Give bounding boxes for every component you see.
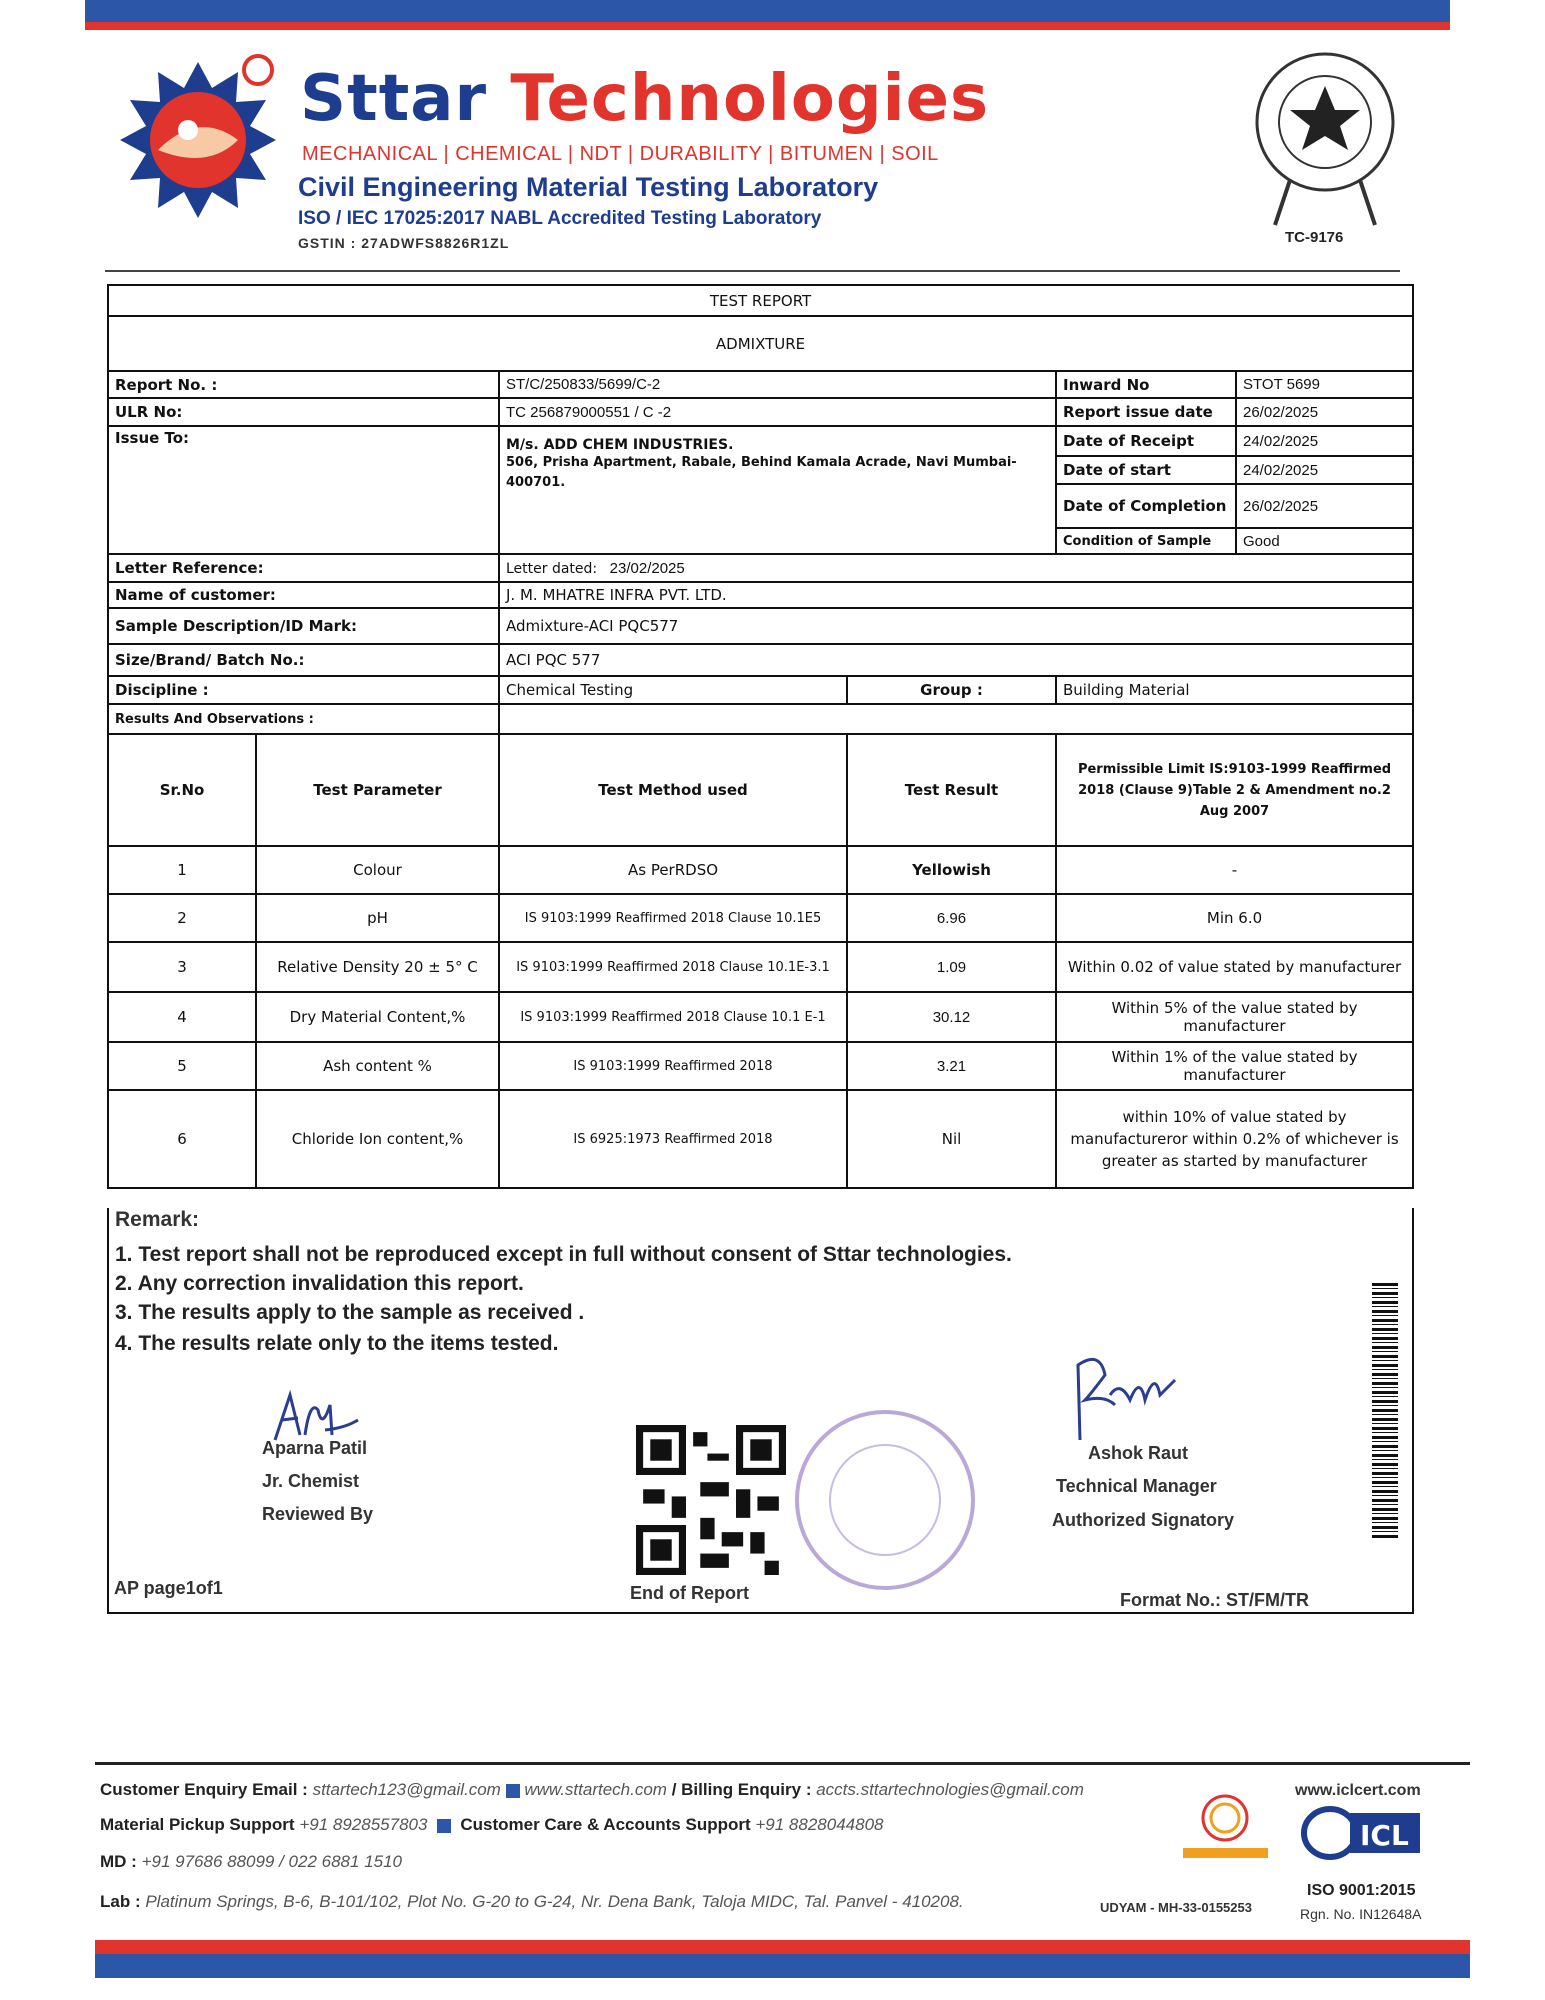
issue-to-block — [499, 426, 1056, 554]
row-result: Yellowish — [847, 846, 1056, 894]
manager-signature-icon — [1060, 1345, 1180, 1445]
ulr-value: TC 256879000551 / C -2 — [499, 398, 1056, 426]
reviewer-role: Jr. Chemist — [262, 1471, 360, 1491]
footer-stripe-red — [95, 1940, 1470, 1954]
footer-line-2 — [100, 1815, 883, 1835]
issue-date-value: 26/02/2025 — [1236, 398, 1413, 426]
footer-line-3 — [100, 1852, 402, 1872]
issue-to-address: 506, Prisha Apartment, Rabale, Behind Kamala Acrade, Navi Mumbai-400701. — [506, 455, 1017, 490]
care-label: Customer Care & Accounts Support — [460, 1815, 751, 1834]
manager-role: Technical Manager — [1056, 1476, 1217, 1496]
header-divider — [105, 270, 1400, 272]
report-subtitle: ADMIXTURE — [108, 316, 1413, 371]
iso-cert: ISO 9001:2015 — [1307, 1882, 1416, 1899]
row-sr: 1 — [108, 846, 256, 894]
lab-label: Lab : — [100, 1892, 141, 1911]
accreditation-text: ISO / IEC 17025:2017 NABL Accredited Testing Laboratory — [298, 208, 822, 229]
table-row — [108, 1090, 1413, 1188]
customer-value: J. M. MHATRE INFRA PVT. LTD. — [499, 582, 1413, 608]
row-param: Dry Material Content,% — [256, 992, 499, 1042]
svg-text:ICL: ICL — [1360, 1819, 1409, 1852]
row-param: Relative Density 20 ± 5° C — [256, 942, 499, 992]
care-phone[interactable]: +91 8828044808 — [755, 1815, 884, 1834]
letter-dated — [499, 554, 1413, 582]
company-name-part2: Technologies — [510, 62, 990, 136]
phone-icon — [437, 1819, 451, 1833]
row-method: IS 9103:1999 Reaffirmed 2018 Clause 10.1 E-1 — [499, 992, 847, 1042]
reviewer-name: Aparna Patil — [262, 1438, 368, 1458]
group-label: Group : — [847, 676, 1056, 704]
size-label: Size/Brand/ Batch No.: — [108, 644, 499, 676]
sample-label: Sample Description/ID Mark: — [108, 608, 499, 644]
condition-value: Good — [1236, 528, 1413, 554]
row-limit: Within 0.02 of value stated by manufacturer — [1056, 942, 1413, 992]
group-value: Building Material — [1056, 676, 1413, 704]
receipt-value: 24/02/2025 — [1236, 426, 1413, 456]
billing-email[interactable]: accts.sttartechnologies@gmail.com — [816, 1780, 1084, 1799]
enquiry-label: Customer Enquiry Email : — [100, 1780, 308, 1799]
remark-title: Remark: — [115, 1208, 200, 1231]
row-method: As PerRDSO — [499, 846, 847, 894]
discipline-value: Chemical Testing — [499, 676, 847, 704]
gstin-text: GSTIN : 27ADWFS8826R1ZL — [298, 235, 510, 251]
size-value: ACI PQC 577 — [499, 644, 1413, 676]
row-sr: 3 — [108, 942, 256, 992]
inward-value: STOT 5699 — [1236, 371, 1413, 398]
col-limit: Permissible Limit IS:9103-1999 Reaffirmed 2018 (Clause 9)Table 2 & Amendment no.2 Aug 2007 — [1056, 734, 1413, 846]
company-name-part1: Sttar — [300, 62, 488, 136]
lab-address: Platinum Springs, B-6, B-101/102, Plot No. G-20 to G-24, Nr. Dena Bank, Taloja MIDC, Tal. Panvel - 410208. — [145, 1892, 964, 1911]
results-label-spacer — [499, 704, 1413, 734]
report-no-value: ST/C/250833/5699/C-2 — [499, 371, 1056, 398]
row-sr: 4 — [108, 992, 256, 1042]
row-limit: Within 5% of the value stated by manufacturer — [1056, 992, 1413, 1042]
icl-logo-icon — [1300, 1805, 1430, 1865]
footer-line-1 — [100, 1780, 1084, 1800]
barcode-icon — [1372, 1283, 1398, 1538]
row-result: 1.09 — [847, 942, 1056, 992]
customer-label: Name of customer: — [108, 582, 499, 608]
completion-label: Date of Completion — [1056, 484, 1236, 528]
nabl-seal-icon — [1250, 50, 1400, 230]
start-value: 24/02/2025 — [1236, 456, 1413, 484]
company-stamp-icon — [790, 1405, 980, 1595]
company-name — [300, 62, 989, 136]
letter-dated-value: 23/02/2025 — [609, 559, 685, 577]
manager-name: Ashok Raut — [1088, 1443, 1189, 1463]
report-no-label: Report No. : — [108, 371, 499, 398]
row-limit: Min 6.0 — [1056, 894, 1413, 942]
start-label: Date of start — [1056, 456, 1236, 484]
remark-item: 2. Any correction invalidation this report. — [115, 1272, 524, 1295]
report-title: TEST REPORT — [108, 285, 1413, 316]
web-icon — [506, 1784, 520, 1798]
nabl-certificate-number: TC-9176 — [1285, 229, 1344, 246]
row-limit: Within 1% of the value stated by manufacturer — [1056, 1042, 1413, 1090]
pickup-phone[interactable]: +91 8928557803 — [299, 1815, 428, 1834]
footer-stripe-blue — [95, 1954, 1470, 1978]
footer-divider — [95, 1762, 1470, 1765]
company-disciplines: MECHANICAL | CHEMICAL | NDT | DURABILITY | BITUMEN | SOIL — [302, 143, 939, 165]
discipline-label: Discipline : — [108, 676, 499, 704]
pickup-label: Material Pickup Support — [100, 1815, 295, 1834]
col-method: Test Method used — [499, 734, 847, 846]
company-logo-icon — [108, 40, 288, 220]
row-method: IS 9103:1999 Reaffirmed 2018 — [499, 1042, 847, 1090]
page-number: AP page1of1 — [114, 1578, 223, 1598]
issue-date-label: Report issue date — [1056, 398, 1236, 426]
rgn-number: Rgn. No. IN12648A — [1300, 1906, 1422, 1922]
row-result: 3.21 — [847, 1042, 1056, 1090]
icl-website[interactable]: www.iclcert.com — [1295, 1782, 1421, 1799]
format-number: Format No.: ST/FM/TR — [1120, 1590, 1309, 1610]
col-result: Test Result — [847, 734, 1056, 846]
manager-note: Authorized Signatory — [1052, 1510, 1235, 1530]
ulr-label: ULR No: — [108, 398, 499, 426]
sample-value: Admixture-ACI PQC577 — [499, 608, 1413, 644]
qr-code-icon — [636, 1425, 786, 1575]
row-sr: 2 — [108, 894, 256, 942]
receipt-label: Date of Receipt — [1056, 426, 1236, 456]
website-link[interactable]: www.sttartech.com — [524, 1780, 667, 1799]
row-result: 30.12 — [847, 992, 1056, 1042]
table-row — [108, 992, 1413, 1042]
table-row — [108, 894, 1413, 942]
remark-item: 3. The results apply to the sample as received . — [115, 1301, 585, 1324]
results-label: Results And Observations : — [108, 704, 499, 734]
udyam-number: UDYAM - MH-33-0155253 — [1100, 1900, 1252, 1915]
remark-item: 1. Test report shall not be reproduced except in full without consent of Sttar technologies. — [115, 1243, 1012, 1266]
footer-line-4 — [100, 1892, 964, 1912]
row-method: IS 9103:1999 Reaffirmed 2018 Clause 10.1E-3.1 — [499, 942, 847, 992]
issue-to-name: M/s. ADD CHEM INDUSTRIES. — [506, 437, 734, 453]
row-method: IS 9103:1999 Reaffirmed 2018 Clause 10.1E5 — [499, 894, 847, 942]
reviewer-note: Reviewed By — [262, 1504, 374, 1524]
remark-item: 4. The results relate only to the items tested. — [115, 1332, 559, 1355]
col-srno: Sr.No — [108, 734, 256, 846]
condition-label: Condition of Sample — [1056, 528, 1236, 554]
md-label: MD : — [100, 1852, 137, 1871]
table-row — [108, 846, 1413, 894]
row-param: Colour — [256, 846, 499, 894]
row-param: pH — [256, 894, 499, 942]
md-phone[interactable]: +91 97686 88099 / 022 6881 1510 — [141, 1852, 403, 1871]
header-stripe-red — [85, 22, 1450, 30]
row-limit: - — [1056, 846, 1413, 894]
report-table — [107, 284, 1414, 1189]
row-sr: 6 — [108, 1090, 256, 1188]
issue-to-label: Issue To: — [108, 426, 499, 554]
row-sr: 5 — [108, 1042, 256, 1090]
header-stripe-blue — [85, 0, 1450, 22]
billing-label: / Billing Enquiry : — [671, 1780, 812, 1799]
row-method: IS 6925:1973 Reaffirmed 2018 — [499, 1090, 847, 1188]
col-param: Test Parameter — [256, 734, 499, 846]
letter-dated-label: Letter dated: — [506, 560, 598, 577]
lab-title: Civil Engineering Material Testing Laboratory — [298, 172, 879, 202]
table-row — [108, 1042, 1413, 1090]
reviewer-signature-icon — [270, 1390, 360, 1445]
row-result: Nil — [847, 1090, 1056, 1188]
completion-value: 26/02/2025 — [1236, 484, 1413, 528]
row-limit: within 10% of value stated by manufactureror within 0.2% of whichever is greater as started by manufacturer — [1056, 1090, 1413, 1188]
letter-ref-label: Letter Reference: — [108, 554, 499, 582]
row-result: 6.96 — [847, 894, 1056, 942]
aadhaar-logo-icon — [1178, 1790, 1273, 1865]
enquiry-email[interactable]: sttartech123@gmail.com — [312, 1780, 501, 1799]
row-param: Chloride Ion content,% — [256, 1090, 499, 1188]
table-row — [108, 942, 1413, 992]
end-of-report: End of Report — [630, 1583, 749, 1603]
row-param: Ash content % — [256, 1042, 499, 1090]
inward-label: Inward No — [1056, 371, 1236, 398]
